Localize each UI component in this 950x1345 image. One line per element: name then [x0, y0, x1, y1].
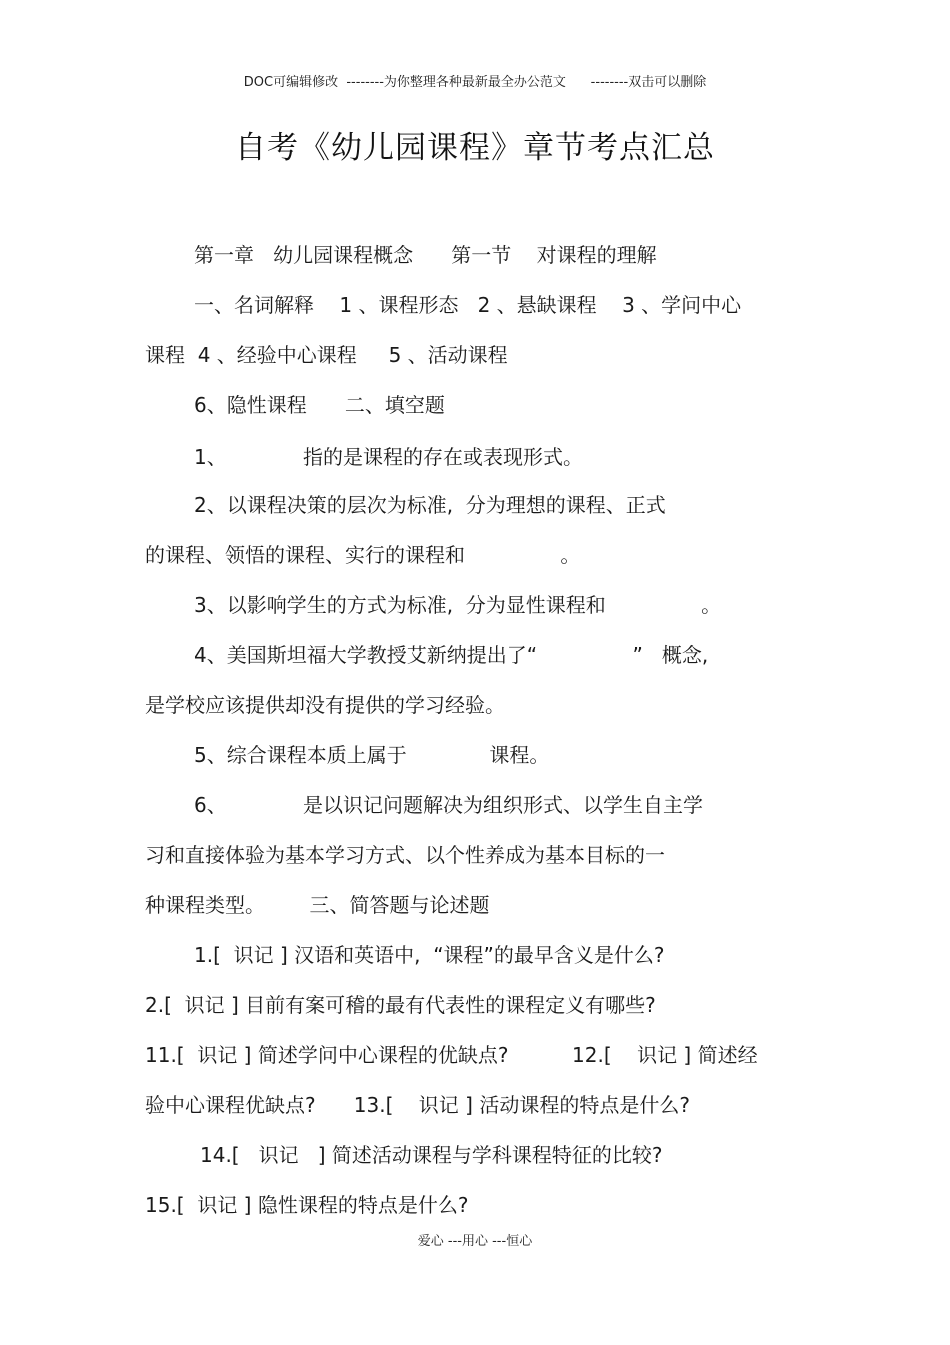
- page-title: 自考《幼儿园课程》章节考点汇总: [235, 130, 715, 166]
- text-line: 6、隐性课程 二、填空题: [194, 393, 445, 417]
- text-line: 3、以影响学生的方式为标准, 分为显性课程和 。: [194, 593, 722, 617]
- text-line: 1.[ 识记 ] 汉语和英语中, “课程”的最早含义是什么?: [194, 943, 665, 967]
- text-line: 习和直接体验为基本学习方式、以个性养成为基本目标的一: [145, 843, 665, 867]
- text-line: 2.[ 识记 ] 目前有案可稽的最有代表性的课程定义有哪些?: [145, 993, 656, 1017]
- text-line: 种课程类型。 三、简答题与论述题: [145, 893, 490, 917]
- text-line: 2、以课程决策的层次为标准, 分为理想的课程、正式: [194, 493, 666, 517]
- text-line: 6、 是以识记问题解决为组织形式、以学生自主学: [194, 793, 704, 817]
- text-line: 的课程、领悟的课程、实行的课程和 。: [145, 543, 581, 567]
- page-header: DOC可编辑修改 --------为你整理各种最新最全办公范文 --------双击可以删除: [243, 75, 707, 90]
- text-line: 是学校应该提供却没有提供的学习经验。: [145, 693, 505, 717]
- text-line: 11.[ 识记 ] 简述学问中心课程的优缺点? 12.[ 识记 ] 简述经: [145, 1043, 758, 1067]
- text-line: 一、名词解释 1 、课程形态 2 、悬缺课程 3 、学问中心: [194, 293, 742, 317]
- text-line: 第一章 幼儿园课程概念 第一节 对课程的理解: [194, 243, 657, 267]
- text-line: 5、综合课程本质上属于 课程。: [194, 743, 550, 767]
- text-line: 验中心课程优缺点? 13.[ 识记 ] 活动课程的特点是什么?: [145, 1093, 690, 1117]
- text-line: 14.[ 识记 ] 简述活动课程与学科课程特征的比较?: [200, 1143, 663, 1167]
- text-line: 课程 4 、经验中心课程 5 、活动课程: [145, 343, 508, 367]
- text-line: 15.[ 识记 ] 隐性课程的特点是什么?: [145, 1193, 469, 1217]
- text-line: 4、美国斯坦福大学教授艾新纳提出了“ ” 概念,: [194, 643, 709, 667]
- text-line: 1、 指的是课程的存在或表现形式。: [194, 445, 584, 469]
- page-footer: 爱心 ---用心 ---恒心: [417, 1234, 533, 1249]
